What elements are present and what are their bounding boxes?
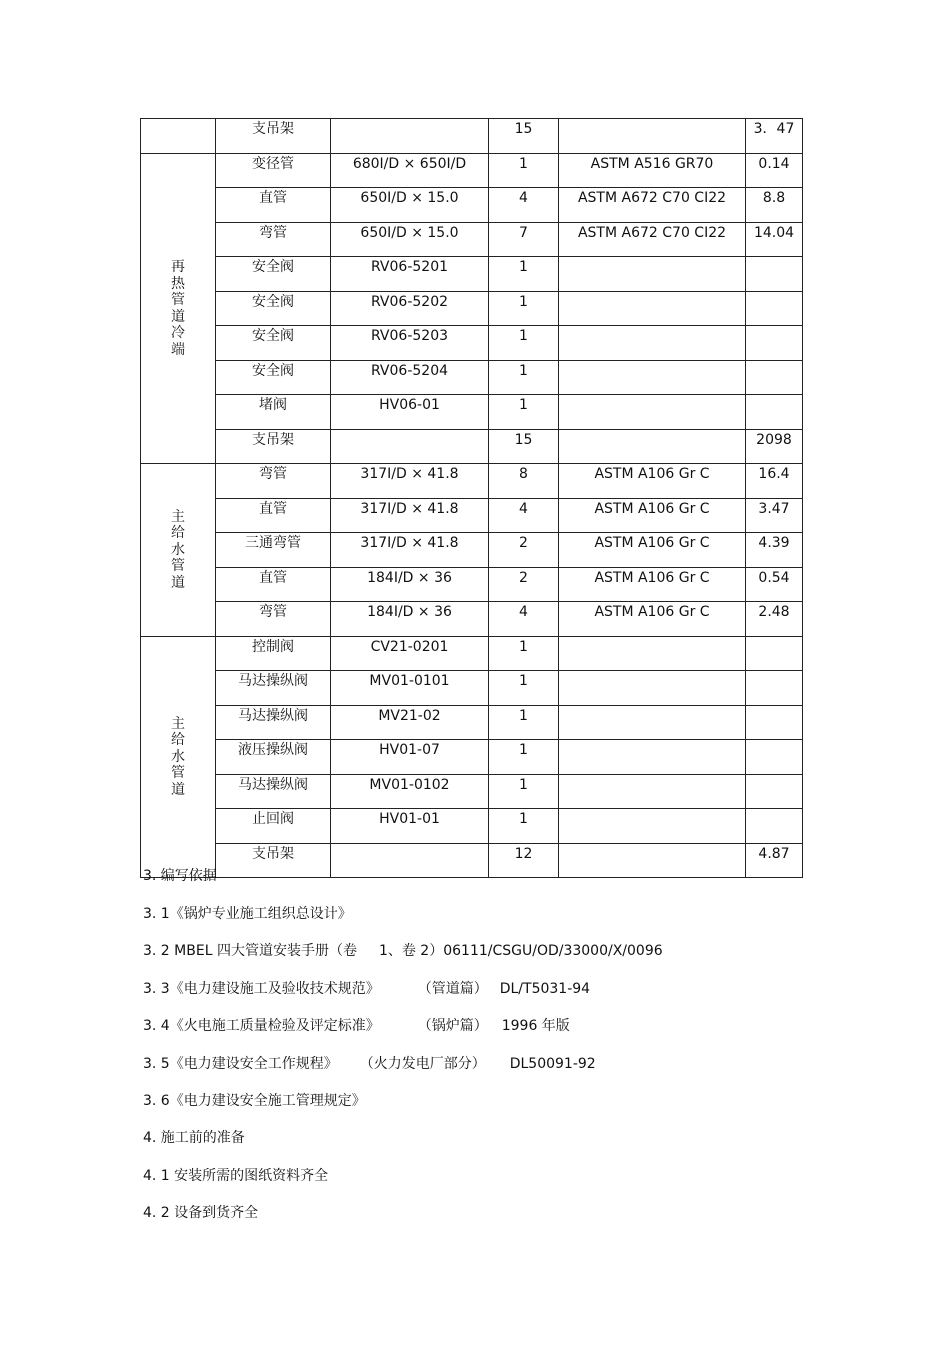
item-name-cell: 控制阀 [216,636,331,671]
note-3-6: 3. 6《电力建设安全施工管理规定》 [143,1093,366,1109]
weight-cell [746,774,803,809]
weight-cell: 4.87 [746,843,803,878]
weight-cell: 14.04 [746,222,803,257]
table-row [141,705,803,740]
quantity-cell: 4 [489,188,559,223]
materials-table-body [141,119,803,878]
material-cell: ASTM A672 C70 CI22 [559,222,746,257]
material-cell [559,774,746,809]
weight-cell [746,360,803,395]
note-4-2: 4. 2 设备到货齐全 [143,1205,259,1221]
item-name-cell: 直管 [216,188,331,223]
note-3-1: 3. 1《锅炉专业施工组织总设计》 [143,906,352,922]
material-cell [559,119,746,154]
item-name-cell: 止回阀 [216,809,331,844]
note-heading-basis: 3. 编写依据 [143,868,217,884]
quantity-cell: 1 [489,671,559,706]
material-cell [559,395,746,430]
note-3-4: 3. 4《火电施工质量检验及评定标准》 （锅炉篇） 1996 年版 [143,1018,570,1034]
table-row [141,257,803,292]
material-cell [559,705,746,740]
table-row [141,119,803,154]
table-row [141,188,803,223]
material-cell [559,291,746,326]
quantity-cell: 1 [489,153,559,188]
table-row [141,740,803,775]
table-row [141,222,803,257]
material-cell [559,326,746,361]
item-name-cell: 支吊架 [216,119,331,154]
note-heading-preparation: 4. 施工前的准备 [143,1130,245,1146]
quantity-cell: 1 [489,257,559,292]
quantity-cell: 1 [489,291,559,326]
weight-cell: 0.54 [746,567,803,602]
quantity-cell: 1 [489,774,559,809]
quantity-cell: 1 [489,395,559,430]
table-row [141,671,803,706]
item-name-cell: 直管 [216,567,331,602]
table-row [141,326,803,361]
quantity-cell: 15 [489,119,559,154]
item-name-cell: 弯管 [216,464,331,499]
quantity-cell: 8 [489,464,559,499]
item-name-cell: 安全阀 [216,326,331,361]
table-row [141,774,803,809]
item-name-cell: 安全阀 [216,257,331,292]
materials-table [140,118,803,878]
spec-cell: MV01-0101 [331,671,489,706]
spec-cell: 680I/D × 650I/D [331,153,489,188]
spec-cell: 650I/D × 15.0 [331,222,489,257]
spec-cell: 317I/D × 41.8 [331,533,489,568]
note-3-3: 3. 3《电力建设施工及验收技术规范》 （管道篇） DL/T5031-94 [143,981,591,997]
spec-cell: 184I/D × 36 [331,602,489,637]
table-row [141,360,803,395]
weight-cell [746,257,803,292]
weight-cell [746,326,803,361]
group-label-cell [141,119,216,154]
material-cell [559,429,746,464]
spec-cell: 317I/D × 41.8 [331,464,489,499]
table-row [141,809,803,844]
item-name-cell: 安全阀 [216,291,331,326]
spec-cell: RV06-5204 [331,360,489,395]
quantity-cell: 7 [489,222,559,257]
material-cell: ASTM A516 GR70 [559,153,746,188]
table-row [141,153,803,188]
item-name-cell: 堵阀 [216,395,331,430]
spec-cell [331,119,489,154]
weight-cell [746,395,803,430]
weight-cell: 2098 [746,429,803,464]
group-label-cell [141,153,216,464]
weight-cell: 4.39 [746,533,803,568]
note-4-1: 4. 1 安装所需的图纸资料齐全 [143,1168,329,1184]
spec-cell: RV06-5203 [331,326,489,361]
item-name-cell: 直管 [216,498,331,533]
quantity-cell: 2 [489,567,559,602]
weight-cell: 3．47 [746,119,803,154]
quantity-cell: 2 [489,533,559,568]
spec-cell: HV01-01 [331,809,489,844]
spec-cell: MV01-0102 [331,774,489,809]
spec-cell: CV21-0201 [331,636,489,671]
spec-cell: MV21-02 [331,705,489,740]
material-cell [559,740,746,775]
spec-cell: 184I/D × 36 [331,567,489,602]
weight-cell [746,671,803,706]
material-cell [559,671,746,706]
material-cell [559,257,746,292]
quantity-cell: 1 [489,705,559,740]
weight-cell [746,636,803,671]
note-3-5: 3. 5《电力建设安全工作规程》 （火力发电厂部分） DL50091-92 [143,1056,596,1072]
table-row [141,498,803,533]
material-cell [559,809,746,844]
item-name-cell: 弯管 [216,222,331,257]
item-name-cell: 液压操纵阀 [216,740,331,775]
item-name-cell: 弯管 [216,602,331,637]
material-cell: ASTM A106 Gr C [559,602,746,637]
material-cell [559,843,746,878]
item-name-cell: 马达操纵阀 [216,705,331,740]
table-row [141,843,803,878]
note-3-2: 3. 2 MBEL 四大管道安装手册（卷 1、卷 2）06111/CSGU/OD/33000/X/0096 [143,943,663,959]
quantity-cell: 1 [489,326,559,361]
weight-cell [746,809,803,844]
spec-cell: RV06-5201 [331,257,489,292]
item-name-cell: 马达操纵阀 [216,671,331,706]
weight-cell: 8.8 [746,188,803,223]
group-label-cell [141,636,216,878]
table-row [141,567,803,602]
table-row [141,429,803,464]
weight-cell [746,705,803,740]
item-name-cell: 支吊架 [216,429,331,464]
spec-cell: 650I/D × 15.0 [331,188,489,223]
material-cell: ASTM A106 Gr C [559,567,746,602]
table-row [141,533,803,568]
item-name-cell: 三通弯管 [216,533,331,568]
group-label: 主给水管道 [171,715,185,798]
table-row [141,291,803,326]
material-cell [559,636,746,671]
spec-cell: RV06-5202 [331,291,489,326]
item-name-cell: 变径管 [216,153,331,188]
weight-cell [746,291,803,326]
table-row [141,636,803,671]
group-label: 主给水管道 [171,508,185,591]
spec-cell: HV06-01 [331,395,489,430]
material-cell: ASTM A672 C70 CI22 [559,188,746,223]
quantity-cell: 4 [489,498,559,533]
group-label: 再热管道冷端 [171,259,185,358]
table-row [141,602,803,637]
item-name-cell: 马达操纵阀 [216,774,331,809]
weight-cell: 3.47 [746,498,803,533]
table-row [141,395,803,430]
weight-cell: 2.48 [746,602,803,637]
material-cell: ASTM A106 Gr C [559,533,746,568]
spec-cell: 317I/D × 41.8 [331,498,489,533]
quantity-cell: 1 [489,740,559,775]
material-cell [559,360,746,395]
item-name-cell: 安全阀 [216,360,331,395]
group-label-cell [141,464,216,637]
spec-cell: HV01-07 [331,740,489,775]
material-cell: ASTM A106 Gr C [559,498,746,533]
quantity-cell: 1 [489,809,559,844]
item-name-cell: 支吊架 [216,843,331,878]
weight-cell: 0.14 [746,153,803,188]
spec-cell [331,843,489,878]
quantity-cell: 12 [489,843,559,878]
spec-cell [331,429,489,464]
quantity-cell: 4 [489,602,559,637]
quantity-cell: 1 [489,636,559,671]
weight-cell: 16.4 [746,464,803,499]
quantity-cell: 15 [489,429,559,464]
table-row [141,464,803,499]
material-cell: ASTM A106 Gr C [559,464,746,499]
weight-cell [746,740,803,775]
quantity-cell: 1 [489,360,559,395]
